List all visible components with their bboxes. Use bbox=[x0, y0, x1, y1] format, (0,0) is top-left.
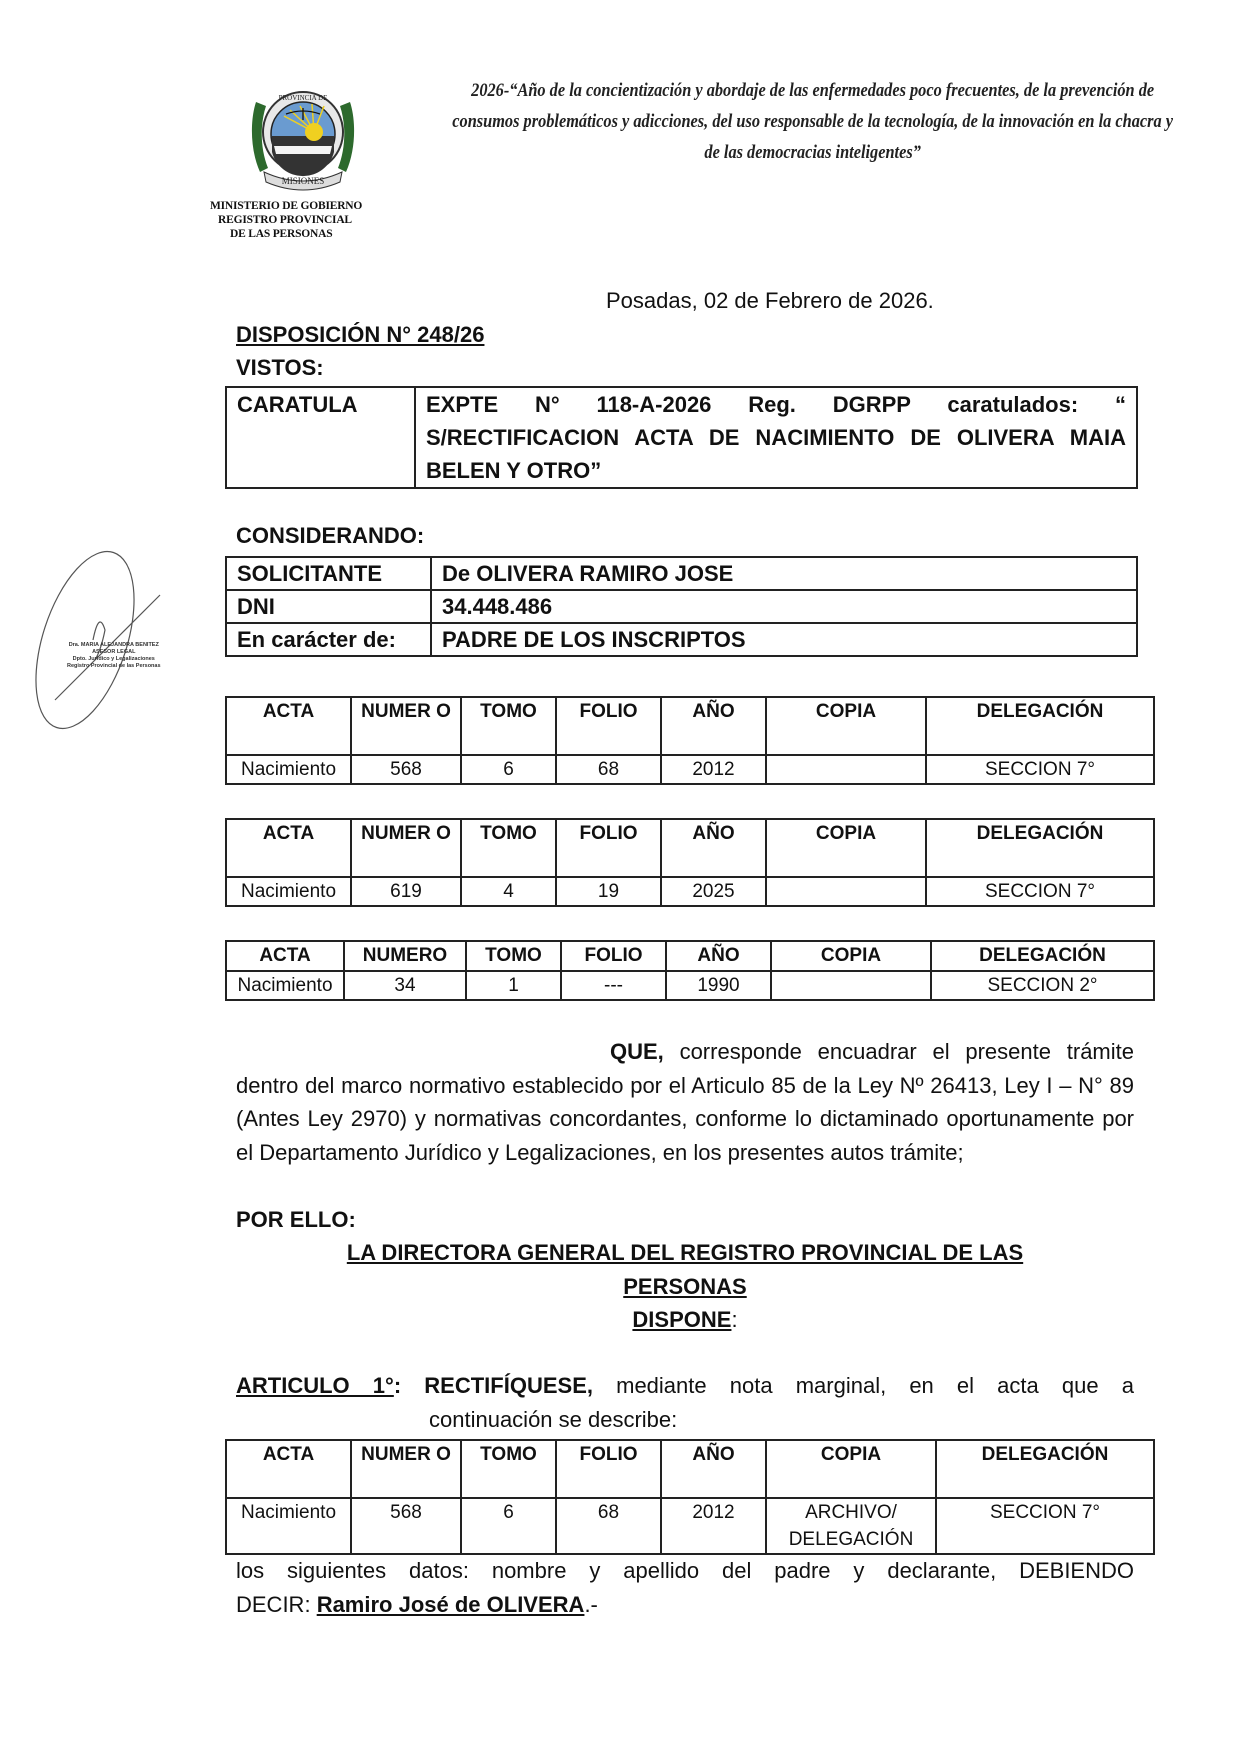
table-row bbox=[226, 755, 1154, 784]
table-header-row bbox=[226, 941, 1154, 971]
article-1-colon: : bbox=[393, 1373, 402, 1398]
authority-text-2: PERSONAS bbox=[623, 1274, 747, 1299]
cell-folio: 68 bbox=[556, 755, 661, 784]
authority-line-2 bbox=[236, 1270, 1134, 1303]
registry-line: REGISTRO PROVINCIAL bbox=[218, 214, 352, 226]
col-delegacion: DELEGACIÓN bbox=[926, 819, 1154, 877]
cell-tomo: 6 bbox=[461, 1498, 556, 1554]
col-tomo: TOMO bbox=[461, 1440, 556, 1498]
table-row bbox=[226, 971, 1154, 1000]
col-folio: FOLIO bbox=[556, 697, 661, 755]
signer-name: Dra. MARIA ALEJANDRA BENITEZ bbox=[68, 642, 159, 648]
provincial-crest-logo bbox=[242, 80, 364, 192]
cell-folio: --- bbox=[561, 971, 666, 1000]
applicant-table bbox=[225, 556, 1138, 657]
cell-copia bbox=[766, 877, 926, 906]
signer-office: Registro Provincial de las Personas bbox=[67, 663, 161, 669]
rectification-record-table bbox=[225, 1439, 1155, 1555]
dni-label: DNI bbox=[226, 590, 431, 623]
col-copia: COPIA bbox=[771, 941, 931, 971]
col-acta: ACTA bbox=[226, 1440, 351, 1498]
col-folio: FOLIO bbox=[556, 1440, 661, 1498]
col-numero: NUMER O bbox=[351, 1440, 461, 1498]
considerando-heading: CONSIDERANDO: bbox=[236, 523, 425, 548]
col-anio: AÑO bbox=[661, 697, 766, 755]
table-header-row bbox=[226, 819, 1154, 877]
article-1-text: mediante nota marginal, en el acta que a bbox=[592, 1373, 1134, 1398]
vistos-heading: VISTOS: bbox=[236, 355, 324, 380]
cell-folio: 19 bbox=[556, 877, 661, 906]
cell-delegacion: SECCION 2° bbox=[931, 971, 1154, 1000]
caratula-table bbox=[225, 386, 1138, 489]
caratula-row bbox=[226, 387, 1137, 488]
cell-numero: 568 bbox=[351, 755, 461, 784]
cell-folio: 68 bbox=[556, 1498, 661, 1554]
cell-numero: 34 bbox=[344, 971, 466, 1000]
col-numero: NUMER O bbox=[351, 819, 461, 877]
cell-anio: 1990 bbox=[666, 971, 771, 1000]
col-copia: COPIA bbox=[766, 819, 926, 877]
caratula-label: CARATULA bbox=[226, 387, 415, 488]
birth-record-table-1 bbox=[225, 696, 1155, 785]
signer-department: Dpto. Jurídico y Legalizaciones bbox=[72, 656, 155, 662]
cell-acta: Nacimiento bbox=[226, 971, 344, 1000]
cell-numero: 619 bbox=[351, 877, 461, 906]
correction-suffix: .- bbox=[584, 1592, 598, 1617]
col-folio: FOLIO bbox=[556, 819, 661, 877]
col-anio: AÑO bbox=[666, 941, 771, 971]
signature-scribble-icon bbox=[15, 540, 165, 735]
col-tomo: TOMO bbox=[461, 819, 556, 877]
authority-line-1 bbox=[236, 1236, 1134, 1269]
table-row bbox=[226, 1498, 1154, 1554]
birth-record-table-2 bbox=[225, 818, 1155, 907]
svg-text:MISIONES: MISIONES bbox=[281, 176, 325, 186]
cell-acta: Nacimiento bbox=[226, 1498, 351, 1554]
col-copia: COPIA bbox=[766, 697, 926, 755]
capacity-label: En carácter de: bbox=[226, 623, 431, 656]
table-header-row bbox=[226, 1440, 1154, 1498]
cell-anio: 2012 bbox=[661, 1498, 766, 1554]
disposition-title: DISPOSICIÓN N° 248/26 bbox=[236, 322, 485, 347]
corrected-name: Ramiro José de OLIVERA bbox=[316, 1592, 585, 1617]
col-anio: AÑO bbox=[661, 1440, 766, 1498]
registry-line-2: DE LAS PERSONAS bbox=[230, 228, 333, 240]
col-acta: ACTA bbox=[226, 697, 351, 755]
cell-acta: Nacimiento bbox=[226, 755, 351, 784]
cell-anio: 2025 bbox=[661, 877, 766, 906]
que-text: corresponde encuadrar el presente trámite dentro del marco normativo establecido por el Articulo 85 de la Ley Nº 26413, Ley I – N° 89 (Antes Ley 2970) y normativas concordantes, conforme lo dictaminado oportunamente por el Departamento Jurídico y Legalizaciones, en los presentes autos trámite; bbox=[236, 1039, 1134, 1165]
cell-anio: 2012 bbox=[661, 755, 766, 784]
col-delegacion: DELEGACIÓN bbox=[926, 697, 1154, 755]
cell-tomo: 1 bbox=[466, 971, 561, 1000]
col-numero: NUMER O bbox=[351, 697, 461, 755]
ministry-line: MINISTERIO DE GOBIERNO bbox=[210, 200, 363, 212]
year-motto: 2026-“Año de la concientización y abordaje de las enfermedades poco frecuentes, de la prevención de consumos problemáticos y adicciones, del uso responsable de la tecnología, de la innovación en la chacra y de las democracias inteligentes” bbox=[452, 80, 1174, 163]
svg-text:PROVINCIA DE: PROVINCIA DE bbox=[278, 94, 328, 102]
col-delegacion: DELEGACIÓN bbox=[931, 941, 1154, 971]
cell-numero: 568 bbox=[351, 1498, 461, 1554]
dispone-colon: : bbox=[731, 1307, 738, 1332]
col-acta: ACTA bbox=[226, 941, 344, 971]
article-1-correction bbox=[236, 1588, 598, 1621]
cell-copia: ARCHIVO/ DELEGACIÓN bbox=[766, 1498, 936, 1554]
capacity-value: PADRE DE LOS INSCRIPTOS bbox=[431, 623, 1137, 656]
table-row bbox=[226, 877, 1154, 906]
que-paragraph bbox=[236, 1035, 1134, 1169]
dispone-text: DISPONE bbox=[632, 1307, 732, 1332]
debiendo-decir-prefix: DECIR: bbox=[236, 1592, 317, 1617]
cell-copia bbox=[766, 755, 926, 784]
col-folio: FOLIO bbox=[561, 941, 666, 971]
birth-record-table-3 bbox=[225, 940, 1155, 1001]
que-lead: QUE, bbox=[610, 1039, 664, 1064]
col-anio: AÑO bbox=[661, 819, 766, 877]
table-row bbox=[226, 557, 1137, 590]
cell-tomo: 4 bbox=[461, 877, 556, 906]
applicant-label: SOLICITANTE bbox=[226, 557, 431, 590]
col-tomo: TOMO bbox=[461, 697, 556, 755]
col-tomo: TOMO bbox=[466, 941, 561, 971]
table-row bbox=[226, 623, 1137, 656]
cell-delegacion: SECCION 7° bbox=[936, 1498, 1154, 1554]
table-header-row bbox=[226, 697, 1154, 755]
authority-text-1: LA DIRECTORA GENERAL DEL REGISTRO PROVINCIAL DE LAS bbox=[346, 1240, 1024, 1265]
cell-delegacion: SECCION 7° bbox=[926, 755, 1154, 784]
date-line: Posadas, 02 de Febrero de 2026. bbox=[606, 288, 934, 313]
cell-copia bbox=[771, 971, 931, 1000]
col-copia: COPIA bbox=[766, 1440, 936, 1498]
col-delegacion: DELEGACIÓN bbox=[936, 1440, 1154, 1498]
por-ello-heading: POR ELLO: bbox=[236, 1207, 356, 1232]
dispone-heading bbox=[236, 1303, 1134, 1336]
cell-tomo: 6 bbox=[461, 755, 556, 784]
article-1-tail-line: los siguientes datos: nombre y apellido del padre y declarante, DEBIENDO bbox=[236, 1558, 1134, 1583]
applicant-value: De OLIVERA RAMIRO JOSE bbox=[431, 557, 1137, 590]
organization-name bbox=[210, 199, 362, 241]
dni-value: 34.448.486 bbox=[431, 590, 1137, 623]
caratula-value: EXPTE N° 118-A-2026 Reg. DGRPP caratulados: “ S/RECTIFICACION ACTA DE NACIMIENTO DE OLIVERA MAIA BELEN Y OTRO” bbox=[415, 387, 1137, 488]
signer-title: ASESOR LEGAL bbox=[92, 649, 136, 655]
signature-stamp bbox=[15, 540, 165, 735]
col-acta: ACTA bbox=[226, 819, 351, 877]
article-1-action: RECTIFÍQUESE, bbox=[424, 1373, 593, 1398]
article-1-continuation: continuación se describe: bbox=[429, 1407, 678, 1432]
cell-acta: Nacimiento bbox=[226, 877, 351, 906]
article-1-line bbox=[236, 1369, 1134, 1403]
cell-delegacion: SECCION 7° bbox=[926, 877, 1154, 906]
table-row bbox=[226, 590, 1137, 623]
article-1-label: ARTICULO 1° bbox=[236, 1373, 394, 1398]
col-numero: NUMERO bbox=[344, 941, 466, 971]
